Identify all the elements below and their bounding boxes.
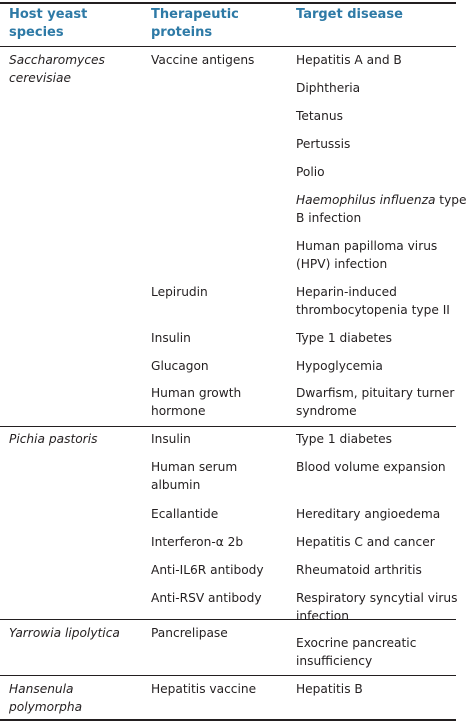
disease-line: Hereditary angioedema <box>296 507 441 521</box>
disease-line: syndrome <box>296 404 357 418</box>
disease-cell <box>296 430 392 448</box>
disease-cell <box>296 505 440 523</box>
protein-line: Anti-RSV antibody <box>151 591 262 605</box>
disease-line: Respiratory syncytial virus <box>296 591 458 605</box>
protein-cell <box>151 505 218 523</box>
protein-cell <box>151 561 264 579</box>
protein-cell <box>151 430 191 448</box>
disease-cell <box>296 533 435 551</box>
species-line: Pichia pastoris <box>9 432 98 446</box>
header-line: species <box>9 25 64 40</box>
protein-cell <box>151 458 237 494</box>
protein-line: hormone <box>151 404 206 418</box>
protein-cell <box>151 357 209 375</box>
species-line: Saccharomyces <box>9 53 105 67</box>
disease-cell <box>296 79 360 97</box>
disease-cell <box>296 237 437 273</box>
species-cell <box>9 680 82 716</box>
protein-line: albumin <box>151 478 201 492</box>
disease-line: (HPV) infection <box>296 257 388 271</box>
protein-cell <box>151 624 228 642</box>
species-cell <box>9 430 97 448</box>
disease-line: Type 1 diabetes <box>296 432 392 446</box>
disease-cell <box>296 634 416 670</box>
disease-cell <box>296 51 402 69</box>
protein-line: Hepatitis vaccine <box>151 682 257 696</box>
header-line: Host yeast <box>9 7 88 22</box>
protein-line: Interferon-α 2b <box>151 535 244 549</box>
protein-line: Human growth <box>151 386 242 400</box>
group-rule <box>0 426 456 427</box>
disease-cell <box>296 589 457 625</box>
protein-cell <box>151 533 243 551</box>
header-host-species <box>9 6 87 42</box>
disease-cell <box>296 283 450 319</box>
protein-cell <box>151 329 191 347</box>
disease-cell <box>296 561 422 579</box>
protein-line: Lepirudin <box>151 285 208 299</box>
protein-line: Pancrelipase <box>151 626 228 640</box>
disease-line: insufficiency <box>296 654 373 668</box>
disease-line <box>296 191 467 209</box>
disease-line: infection <box>296 609 349 623</box>
disease-line: Dwarfism, pituitary turner <box>296 386 455 400</box>
disease-line: Rheumatoid arthritis <box>296 563 422 577</box>
disease-line: Tetanus <box>296 109 343 123</box>
disease-line: Human papilloma virus <box>296 239 438 253</box>
disease-cell <box>296 458 446 476</box>
disease-line: thrombocytopenia type II <box>296 303 450 317</box>
protein-cell <box>151 384 241 420</box>
protein-line: Human serum <box>151 460 238 474</box>
protein-line: Insulin <box>151 432 191 446</box>
protein-cell <box>151 680 256 698</box>
protein-cell <box>151 589 262 607</box>
species-line: Yarrowia lipolytica <box>9 626 120 640</box>
disease-line: Hepatitis C and cancer <box>296 535 435 549</box>
top-rule <box>0 2 456 4</box>
group-rule <box>0 675 456 676</box>
header-target-disease <box>296 6 403 24</box>
disease-cell <box>296 357 383 375</box>
protein-cell <box>151 283 208 301</box>
protein-line: Ecallantide <box>151 507 219 521</box>
protein-line: Anti-IL6R antibody <box>151 563 264 577</box>
disease-cell <box>296 384 454 420</box>
species-line: Hansenula <box>9 682 74 696</box>
header-line: Therapeutic <box>151 7 239 22</box>
header-line: Target disease <box>296 7 403 22</box>
disease-line: Diphtheria <box>296 81 361 95</box>
organism-name: Haemophilus influenza <box>296 193 436 207</box>
species-line: cerevisiae <box>9 71 72 85</box>
disease-line: Hypoglycemia <box>296 359 383 373</box>
header-therapeutic-proteins <box>151 6 239 42</box>
species-cell <box>9 51 105 87</box>
disease-line: Exocrine pancreatic <box>296 636 417 650</box>
bottom-rule <box>0 719 456 721</box>
species-line: polymorpha <box>9 700 83 714</box>
disease-line: Pertussis <box>296 137 351 151</box>
header-rule <box>0 46 456 47</box>
disease-cell <box>296 135 350 153</box>
disease-cell <box>296 191 467 227</box>
protein-line: Glucagon <box>151 359 209 373</box>
disease-line: Type 1 diabetes <box>296 331 392 345</box>
species-cell <box>9 624 120 642</box>
disease-line: Hepatitis B <box>296 682 363 696</box>
disease-line: Hepatitis A and B <box>296 53 402 67</box>
protein-cell <box>151 51 254 69</box>
disease-cell <box>296 680 363 698</box>
disease-cell <box>296 107 343 125</box>
header-line: proteins <box>151 25 213 40</box>
disease-line: B infection <box>296 211 362 225</box>
disease-line: Heparin-induced <box>296 285 397 299</box>
disease-line: Blood volume expansion <box>296 460 446 474</box>
protein-line: Insulin <box>151 331 191 345</box>
disease-suffix: type <box>435 193 467 207</box>
disease-cell <box>296 163 325 181</box>
protein-line: Vaccine antigens <box>151 53 255 67</box>
disease-cell <box>296 329 392 347</box>
disease-line: Polio <box>296 165 325 179</box>
